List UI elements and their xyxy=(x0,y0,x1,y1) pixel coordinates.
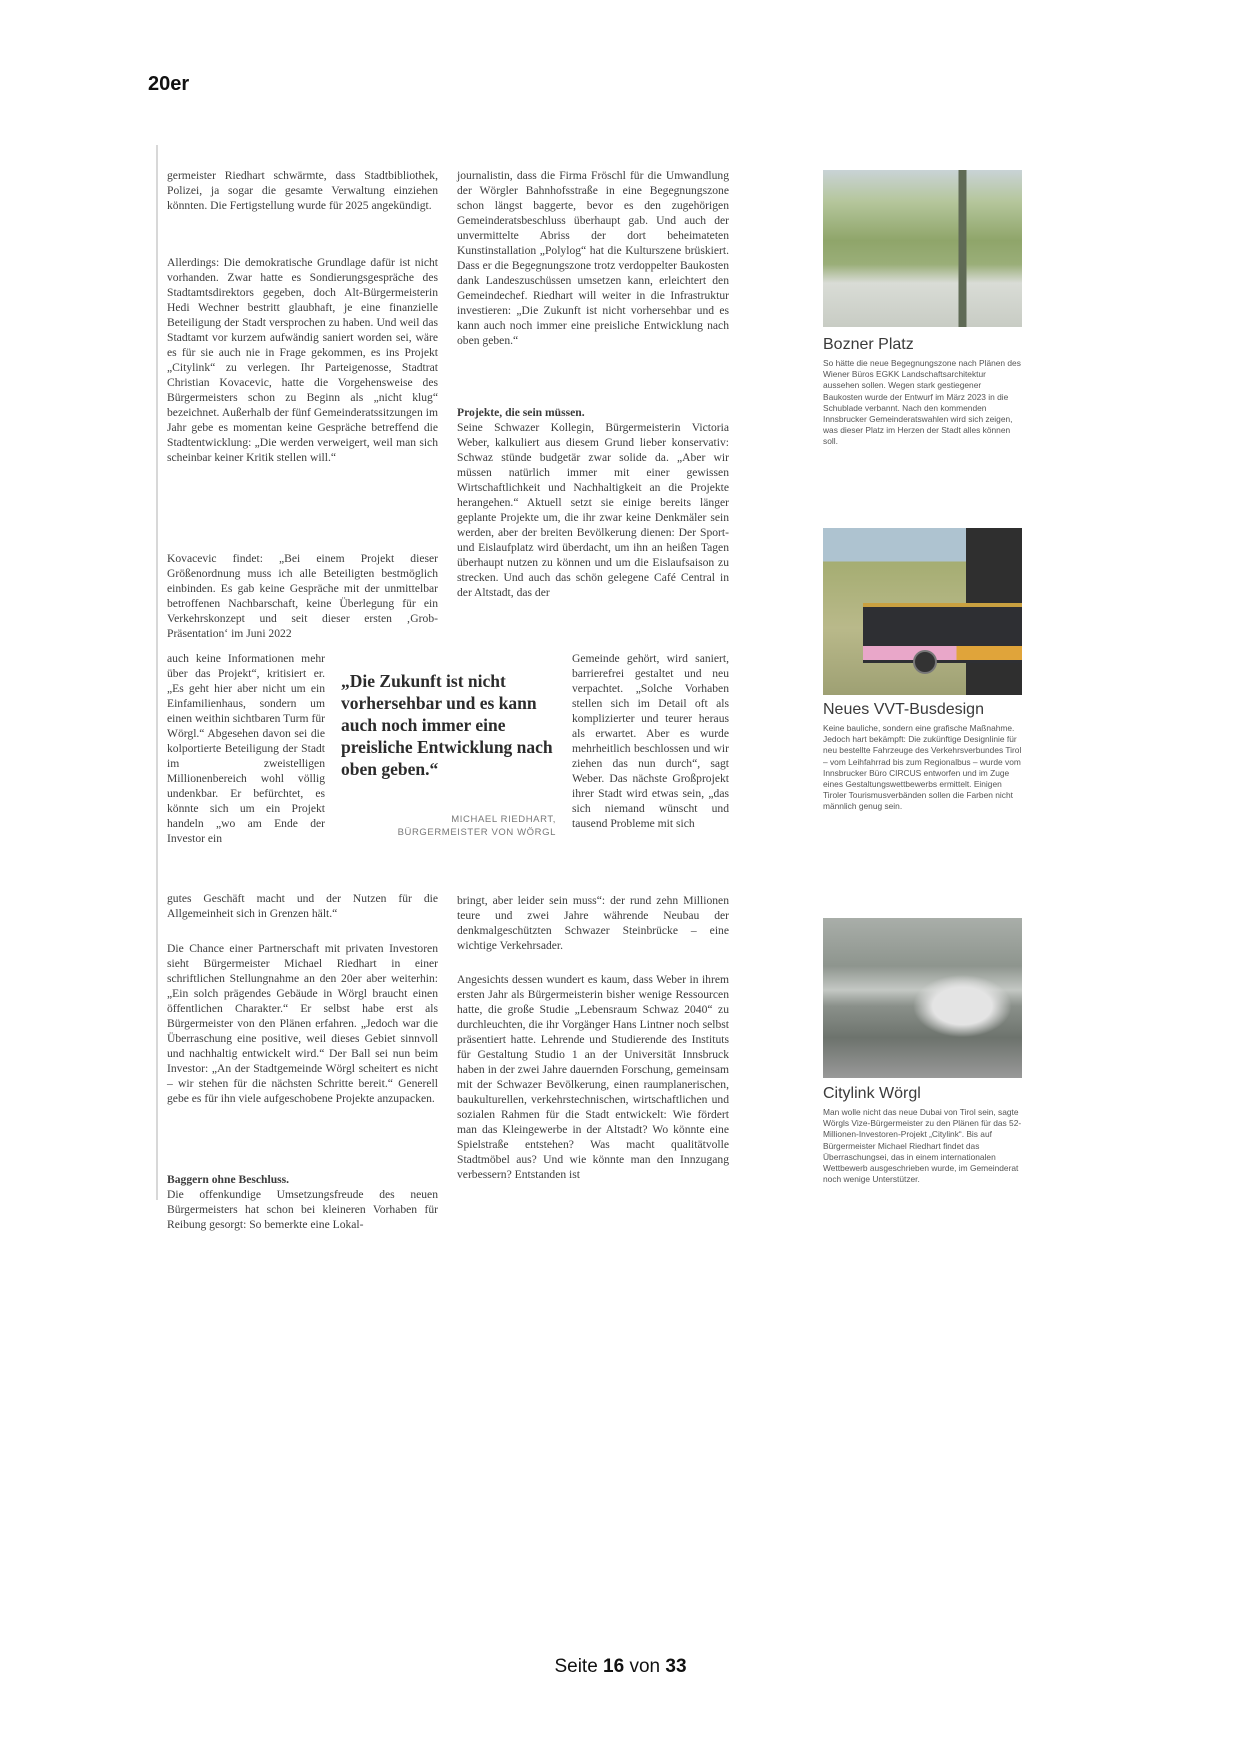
bus-stripe xyxy=(863,646,1022,660)
total-pages: 33 xyxy=(665,1656,687,1677)
page-label: Seite xyxy=(554,1656,598,1677)
attribution-name: MICHAEL RIEDHART, xyxy=(451,814,556,825)
sidebar-title: Neues VVT-Busdesign xyxy=(823,701,984,718)
scan-edge-divider xyxy=(156,145,158,1200)
bozner-platz-photo xyxy=(823,170,1022,327)
article-paragraph: Angesichts dessen wundert es kaum, dass Weber in ihrem ersten Jahr als Bürgermeisterin bisher wenige Ressourcen hatte, die große Studie „Lebensraum Schwaz 2040“ zu durchleuchten, die ihr Vorgänger Hans Lintner noch selbst präsentiert hatte. Lehrende und Studierende des Instituts für Gestaltung Studio 1 an der Universität Innsbruck haben in der zwei Jahre dauernden Forschung, gemeinsam mit der Schwazer Bevölkerung, einen raumplanerischen, baukulturellen, verkehrstechnischen, wirtschaftlichen und sozialen Rahmen für die Stadt entwickelt: Wie fördert man das Kleingewerbe in der Altstadt? Wo könnte eine Spielstraße entstehen? Was macht qualitätvolle Stadtmöbel aus? Und wie könnte man den Innzugang verbessern? Entstanden ist xyxy=(457,973,729,1181)
bus-wheel xyxy=(913,650,937,674)
article-paragraph: Seine Schwazer Kollegin, Bürgermeisterin Victoria Weber, kalkuliert aus diesem Grund lieber konservativ: Schwaz stünde budgetär zwar solide da. „Aber wir müssen natürlich immer mit einer gewissen Wirtschaftlichkeit und Nachhaltigkeit an die Projekte herangehen.“ Aktuell setzt sie einige bereits länger geplante Projekte um, die ihr zwar keine Denkmäler sein werden, aber der breiten Bevölkerung dienen: Der Sport- und Eislaufplatz wird überdacht, um ihn an heißen Tagen überhaupt nutzen zu können und um die Eislaufsaison zu strecken. Und auch das schön gelegene Café Central in der Altstadt, das der xyxy=(457,421,729,599)
article-paragraph: journalistin, dass die Firma Fröschl für die Umwandlung der Wörgler Bahnhofsstraße in eine Begegnungszone schon längst baggerte, bevor es den zugehörigen Gemeinderatsbeschluss überhaupt gab. Und auch der unvermittelte Abriss der dort beheimateten Kunstinstallation „Polylog“ hat die Kulturszene brüskiert. Dass er die Begegnungszone trotz verdoppelter Baukosten dank Landeszuschüssen umsetzen kann, erleichtert den Gemeindechef. Riedhart will weiter in die Infrastruktur investieren: „Die Zukunft ist nicht vorhersehbar und es kann auch noch immer eine preisliche Entwicklung nach oben geben.“ xyxy=(457,169,729,347)
pull-quote: „Die Zukunft ist nicht vorhersehbar und es kann auch noch immer eine preisliche Entwicklung nach oben geben.“ xyxy=(341,671,553,779)
article-paragraph: gutes Geschäft macht und der Nutzen für die Allgemeinheit sich in Grenzen hält.“ xyxy=(167,892,438,920)
article-paragraph: Kovacevic findet: „Bei einem Projekt dieser Größenordnung muss ich alle Beteiligten bestmöglich einbinden. Es gab keine Gespräche mit der unmittelbar betroffenen Nachbarschaft, keine Überlegung für ein Verkehrskonzept und seit dieser ersten ‚Grob-Präsentation‘ im Juni 2022 xyxy=(167,552,438,640)
article-subheading: Projekte, die sein müssen. xyxy=(457,406,585,419)
article-paragraph-narrow: auch keine Informationen mehr über das Projekt“, kritisiert er. „Es geht hier aber nicht um ein Einfamilienhaus, sondern um einen weithin sichtbaren Turm für Wörgl.“ Abgesehen davon sei die kolportierte Beteiligung der Stadt im zweistelligen Millionenbereich wohl völlig undenkbar. Er befürchtet, es könnte sich um ein Projekt handeln „wo am Ende der Investor ein xyxy=(167,652,325,845)
pull-quote-attribution xyxy=(330,813,556,839)
current-page: 16 xyxy=(603,1656,625,1677)
article-subheading: Baggern ohne Beschluss. xyxy=(167,1173,290,1186)
page-number xyxy=(0,1656,1241,1678)
article-paragraph: Die offenkundige Umsetzungsfreude des neuen Bürgermeisters hat schon bei kleineren Vorhaben für Reibung gesorgt: So bemerkte eine Lokal- xyxy=(167,1188,438,1231)
article-paragraph: bringt, aber leider sein muss“: der rund zehn Millionen teure und zwei Jahre währende Neubau der denkmalgeschützten Schwazer Steinbrücke – eine wichtige Verkehrsader. xyxy=(457,894,729,952)
article-paragraph-narrow: Gemeinde gehört, wird saniert, barrierefrei gestaltet und neu verpachtet. „Solche Vorhaben stellen sich im Detail oft als komplizierter und teurer heraus als erwartet. Aber es wurde mehrheitlich beschlossen und wir ziehen das nun durch“, sagt Weber. Das nächste Großprojekt ihrer Stadt wird etwas sein, „das sich niemand wünscht und tausend Probleme mit sich xyxy=(572,652,729,830)
attribution-role: BÜRGERMEISTER VON WÖRGL xyxy=(397,827,556,838)
sidebar-caption: Keine bauliche, sondern eine grafische Maßnahme. Jedoch hart bekämpft: Die zukünftige Designlinie für neu bestellte Fahrzeuge des Verkehrsverbundes Tirol – vom Leihfahrrad bis zum Regionalbus – wurde vom Innsbrucker Büro CIRCUS entworfen und im Zuge eines Gestaltungswettbewerbs ermittelt. Einigen Tiroler Tourismusverbänden sollen die Farben nicht männlich genug sein. xyxy=(823,723,1022,812)
document-header: 20er xyxy=(148,73,190,95)
sidebar-caption: So hätte die neue Begegnungszone nach Plänen des Wiener Büros EGKK Landschaftsarchitektur aussehen sollen. Wegen stark gestiegener Baukosten wurde der Entwurf im März 2023 in die Schublade verbannt. Nach den kommenden Innsbrucker Gemeinderatswahlen wird sich zeigen, was dieser Platz im Herzen der Stadt alles können soll. xyxy=(823,358,1021,447)
article-paragraph: germeister Riedhart schwärmte, dass Stadtbibliothek, Polizei, ja sogar die gesamte Verwaltung einziehen könnten. Die Fertigstellung wurde für 2025 angekündigt. xyxy=(167,169,438,212)
bus-design-photo xyxy=(823,528,1022,695)
article-paragraph: Allerdings: Die demokratische Grundlage dafür ist nicht vorhanden. Zwar hatte es Sondierungsgespräche des Stadtamtsdirektors gegeben, doch Alt-Bürgermeisterin Hedi Wechner bestritt glaubhaft, je eine finanzielle Beteiligung der Stadt versprochen zu haben. Und weil das Stadtamt vor kurzem aufwändig saniert worden sei, wäre es für sie auch nie in Frage gekommen, es ins Projekt „Citylink“ zu verlegen. Ihr Parteigenosse, Stadtrat Christian Kovacevic, hatte die Vorgehensweise des Bürgermeisters schon zu Beginn als „nicht klug“ bezeichnet. Außerhalb der fünf Gemeinderatssitzungen im Jahr gebe es momentan keine Gespräche betreffend die Stadtentwicklung: „Die werden verweigert, weil man sich scheinbar keiner Kritik stellen will.“ xyxy=(167,256,438,464)
article-paragraph: Die Chance einer Partnerschaft mit privaten Investoren sieht Bürgermeister Michael Riedhart in einer schriftlichen Stellungnahme an den 20er aber weiterhin: „Ein solch prägendes Gebäude in Wörgl braucht einen öffentlichen Charakter.“ Er selbst habe erst als Bürgermeister von den Plänen erfahren. „Jedoch war die Überraschung eine positive, weil dieses Gebiet sinnvoll und nachhaltig entwickelt wird.“ Der Ball sei nun beim Investor: „An der Stadtgemeinde Wörgl scheitert es nicht – wir stehen für die nächsten Schritte bereit.“ Generell gebe es für ihn viele aufgeschobene Projekte anzupacken. xyxy=(167,942,438,1105)
sidebar-title: Citylink Wörgl xyxy=(823,1085,921,1102)
sidebar-title: Bozner Platz xyxy=(823,336,914,353)
citylink-aerial-photo xyxy=(823,918,1022,1078)
page-of-label: von xyxy=(629,1656,661,1677)
sidebar-caption: Man wolle nicht das neue Dubai von Tirol sein, sagte Wörgls Vize-Bürgermeister zu den Plänen für das 52-Millionen-Investoren-Projekt „Citylink“. Bis auf Bürgermeister Michael Riedhart findet das Überraschungsei, das in einem internationalen Wettbewerb ausgeschrieben wurde, im Gemeinderat noch wenige Unterstützer. xyxy=(823,1107,1022,1185)
